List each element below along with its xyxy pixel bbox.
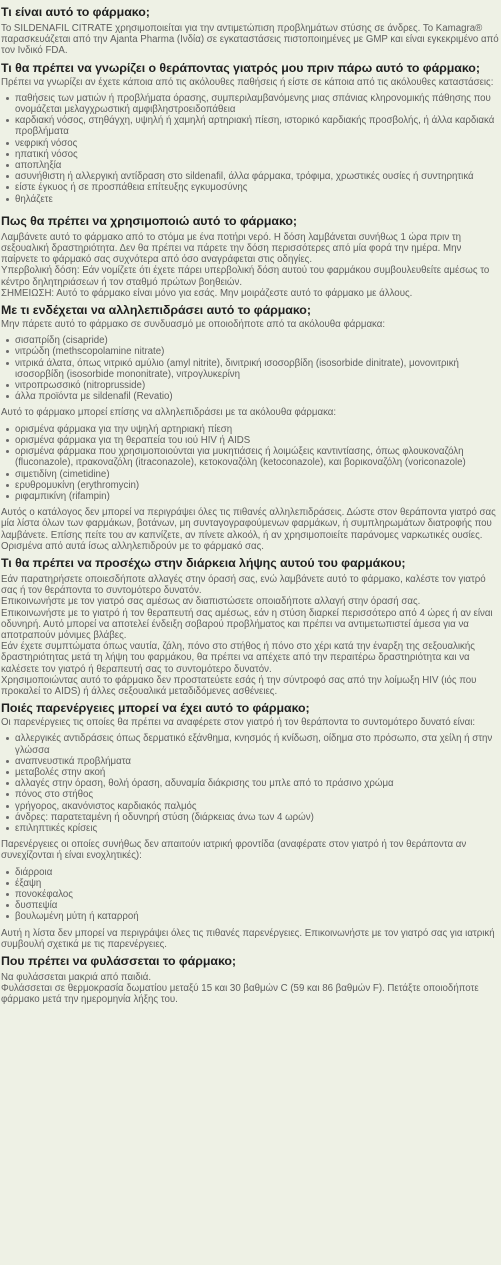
list-item: ηπατική νόσος bbox=[15, 149, 501, 160]
list-item: ασυνήθιστη ή αλλεργική αντίδραση στο sildenafil, άλλα φάρμακα, τρόφιμα, χρωστικές ουσίες ή συντηρητικά bbox=[15, 171, 501, 182]
list-item: ορισμένα φάρμακα για την υψηλή αρτηριακή πίεση bbox=[15, 424, 501, 435]
precautions-line: Εάν έχετε συμπτώματα όπως ναυτία, ζάλη, πόνο στο στήθος ή πόνο στο χέρι κατά την έναρξη της σεξουαλικής δραστηριότητας μετά τη λήψη του φαρμάκου, θα πρέπει να απέχετε από την περαιτέρω δραστηριότητα και να καλέσετε τον γιατρό ή θεραπευτή σας το συντομότερο δυνατόν. bbox=[1, 641, 475, 675]
interactions-intro-2: Αυτό το φάρμακο μπορεί επίσης να αλληλεπιδράσει με τα ακόλουθα φάρμακα: bbox=[1, 407, 337, 419]
list-item: βουλωμένη μύτη ή καταρροή bbox=[15, 911, 501, 922]
precautions-line: Εάν παρατηρήσετε οποιεσδήποτε αλλαγές στην όρασή σας, ενώ λαμβάνετε αυτό το φάρμακο, καλέστε τον γιατρό σας ή τον θεράποντα το συντομότερο δυνατόν. bbox=[1, 573, 486, 597]
what-is-paragraph: Το SILDENAFIL CITRATE χρησιμοποιείται για την αντιμετώπιση προβλημάτων στύσης σε άνδρες. Το Kamagra® παρασκευάζεται από την Ajanta Pharma (Ινδία) σε εγκαταστάσεις πιστοποιημένες με GMP και είναι εγκεκριμένο από τον Ινδικό FDA. bbox=[1, 23, 499, 57]
list-item: αποπληξία bbox=[15, 160, 501, 171]
list-item: έξαψη bbox=[15, 878, 501, 889]
how-to-use-line: ΣΗΜΕΙΩΣΗ: Αυτό το φάρμακο είναι μόνο για εσάς. Μην μοιράζεστε αυτό το φάρμακο με άλλους. bbox=[1, 287, 413, 299]
list-item: ριφαμπικίνη (rifampin) bbox=[15, 491, 501, 502]
list-item: γρήγορος, ακανόνιστος καρδιακός παλμός bbox=[15, 801, 501, 812]
storage-line: Να φυλάσσεται μακριά από παιδιά. bbox=[1, 972, 152, 984]
list-item: πονοκέφαλος bbox=[15, 889, 501, 900]
conditions-list bbox=[1, 93, 501, 205]
list-item: είστε έγκυος ή σε προσπάθεια επίτευξης εγκυμοσύνης bbox=[15, 182, 501, 193]
list-item: παθήσεις των ματιών ή προβλήματα όρασης, συμπεριλαμβανόμενης μιας σπάνιας κληρονομικής πάθησης που ονομάζεται μελαγχρωστική αμφιβληστροειδοπάθεια bbox=[15, 93, 501, 115]
minor-side-effects-list bbox=[1, 867, 501, 923]
section-heading-before-taking: Τι θα πρέπει να γνωρίζει ο θεράποντας γιατρός μου πριν πάρω αυτό το φάρμακο; bbox=[1, 60, 480, 75]
side-effects-intro: Οι παρενέργειες τις οποίες θα πρέπει να αναφέρετε στον γιατρό ή τον θεράποντα το συντομότερο δυνατό είναι: bbox=[1, 717, 476, 729]
section-heading-interactions: Με τι ενδέχεται να αλληλεπιδράσει αυτό το φάρμακο; bbox=[1, 303, 311, 318]
how-to-use-line: Λαμβάνετε αυτό το φάρμακο από το στόμα με ένα ποτήρι νερό. Η δόση λαμβάνεται συνήθως 1 ώρα πριν τη σεξουαλική δραστηριότητα. Δεν θα πρέπει να πάρετε την δόση περισσότερες από μία φορά την ημέρα. Μην παίρνετε το φάρμακό σας συχνότερα από όσο αναγράφεται στις οδηγίες. bbox=[1, 231, 462, 266]
precautions-line: Επικοινωνήστε με το γιατρό ή τον θεραπευτή σας αμέσως, εάν η στύση διαρκεί περισσότερο από 4 ώρες ή αν είναι οδυνηρή. Αυτό μπορεί να αποτελεί ένδειξη σοβαρού προβλήματος και πρέπει να αντιμετωπιστεί άμεσα για να αποτραπούν μόνιμες βλάβες. bbox=[1, 607, 493, 641]
list-item: άνδρες: παρατεταμένη ή οδυνηρή στύση (διάρκειας άνω των 4 ωρών) bbox=[15, 812, 501, 823]
list-item: αναπνευστικά προβλήματα bbox=[15, 756, 501, 767]
list-item: νιτρικά άλατα, όπως νιτρικό αμύλιο (amyl nitrite), δινιτρική ισοσορβίδη (isosorbide dinitrate), μονονιτρική ισοσορβίδη (isosorbide mononitrate), νιτρογλυκερίνη bbox=[15, 358, 501, 380]
section-heading-how-to-use: Πως θα πρέπει να χρησιμοποιώ αυτό το φάρμακο; bbox=[1, 213, 298, 228]
precautions-line: Επικοινωνήστε με τον γιατρό σας αμέσως αν διαπιστώσετε οποιαδήποτε αλλαγή στην όρασή σας. bbox=[1, 596, 421, 608]
before-taking-intro: Πρέπει να γνωρίζει αν έχετε κάποια από τις ακόλουθες παθήσεις ή είστε σε κάποια από τις ακόλουθες καταστάσεις: bbox=[1, 76, 494, 88]
list-item: μεταβολές στην ακοή bbox=[15, 767, 501, 778]
side-effects-intro-2: Παρενέργειες οι οποίες συνήθως δεν απαιτούν ιατρική φροντίδα (αναφέρατε στον γιατρό ή τον θεράποντα αν συνεχίζονται ή είναι ενοχλητικές): bbox=[1, 839, 467, 862]
section-heading-precautions: Τι θα πρέπει να προσέχω στην διάρκεια λήψης αυτού του φαρμάκου; bbox=[1, 555, 406, 570]
section-heading-storage: Που πρέπει να φυλάσσεται το φάρμακο; bbox=[1, 954, 237, 969]
list-item: δυσπεψία bbox=[15, 900, 501, 911]
list-item: άλλα προϊόντα με sildenafil (Revatio) bbox=[15, 391, 501, 402]
side-effects-note: Αυτή η λίστα δεν μπορεί να περιγράψει όλες τις πιθανές παρενέργειες. Επικοινωνήστε με τον γιατρό σας για ιατρική συμβουλή σχετικά με τις παρενέργειες. bbox=[1, 927, 495, 950]
interactions-note: Αυτός ο κατάλογος δεν μπορεί να περιγράψει όλες τις πιθανές αλληλεπιδράσεις. Δώστε στον θεράποντα γιατρό σας μία λίστα όλων των φαρμάκων, βοτάνων, μη συνταγογραφούμενων φαρμάκων, ή συμπληρωμάτων διατροφής που λαμβάνετε. Επίσης πείτε του αν καπνίζετε, αν πίνετε αλκοόλ, ή αν χρησιμοποιείτε παράνομες ναρκωτικές ουσίες. Ορισμένα από αυτά ίσως αλληλεπιδρούν με το φάρμακό σας. bbox=[1, 507, 496, 552]
interacting-drugs-list bbox=[1, 424, 501, 502]
list-item: θηλάζετε bbox=[15, 194, 501, 205]
contraindicated-drugs-list bbox=[1, 335, 501, 402]
list-item: νιτρώδη (methscopolamine nitrate) bbox=[15, 346, 501, 357]
storage-line: Φυλάσσεται σε θερμοκρασία δωματίου μεταξύ 15 και 30 βαθμών C (59 και 86 βαθμών F). Πετάξτε οποιοδήποτε φάρμακο μετά την ημερομηνία λήξης του. bbox=[1, 983, 479, 1006]
how-to-use-line: Υπερβολική δόση: Εάν νομίζετε ότι έχετε πάρει υπερβολική δόση αυτού του φαρμάκου συμβουλευθείτε αμέσως το κέντρο δηλητηριάσεων ή τον σταθμό πρώτων βοηθειών. bbox=[1, 265, 490, 288]
list-item: ορισμένα φάρμακα που χρησιμοποιούνται για μυκητιάσεις ή λοιμώξεις καντιντίασης, όπως φλουκοναζόλη (fluconazole), ιτρακοναζόλη (itraconazole), κετοκοναζόλη (ketoconazole), και βορικοναζόλη (voriconazole) bbox=[15, 446, 501, 468]
list-item: νεφρική νόσος bbox=[15, 138, 501, 149]
section-heading-side-effects: Ποιές παρενέργειες μπορεί να έχει αυτό το φάρμακο; bbox=[1, 701, 310, 716]
serious-side-effects-list bbox=[1, 733, 501, 834]
list-item: καρδιακή νόσος, στηθάγχη, υψηλή ή χαμηλή αρτηριακή πίεση, ιστορικό καρδιακής προσβολής, ή άλλα καρδιακά προβλήματα bbox=[15, 115, 501, 137]
list-item: ορισμένα φάρμακα για τη θεραπεία του ιού HIV ή AIDS bbox=[15, 435, 501, 446]
list-item: επιληπτικές κρίσεις bbox=[15, 823, 501, 834]
interactions-intro: Μην πάρετε αυτό το φάρμακο σε συνδυασμό με οποιοδήποτε από τα ακόλουθα φάρμακα: bbox=[1, 319, 386, 331]
list-item: πόνος στο στήθος bbox=[15, 789, 501, 800]
list-item: σιμετιδίνη (cimetidine) bbox=[15, 469, 501, 480]
precautions-line: Χρησιμοποιώντας αυτό το φάρμακο δεν προστατεύετε εσάς ή την σύντροφό σας από την λοίμωξη HIV (ιός που προκαλεί το AIDS) ή άλλες σεξουαλικά μεταδιδόμενες ασθένειες. bbox=[1, 674, 477, 697]
section-heading-what-is: Τι είναι αυτό το φάρμακο; bbox=[1, 5, 150, 19]
list-item: ερυθρομυκίνη (erythromycin) bbox=[15, 480, 501, 491]
list-item: διάρροια bbox=[15, 867, 501, 878]
list-item: αλλαγές στην όραση, θολή όραση, αδυναμία διάκρισης του μπλε από το πράσινο χρώμα bbox=[15, 778, 501, 789]
list-item: αλλεργικές αντιδράσεις όπως δερματικό εξάνθημα, κνησμός ή κνίδωση, οίδημα στο πρόσωπο, στα χείλη ή στην γλώσσα bbox=[15, 733, 501, 755]
list-item: σισαπρίδη (cisapride) bbox=[15, 335, 501, 346]
list-item: νιτροπρωσσικό (nitroprusside) bbox=[15, 380, 501, 391]
